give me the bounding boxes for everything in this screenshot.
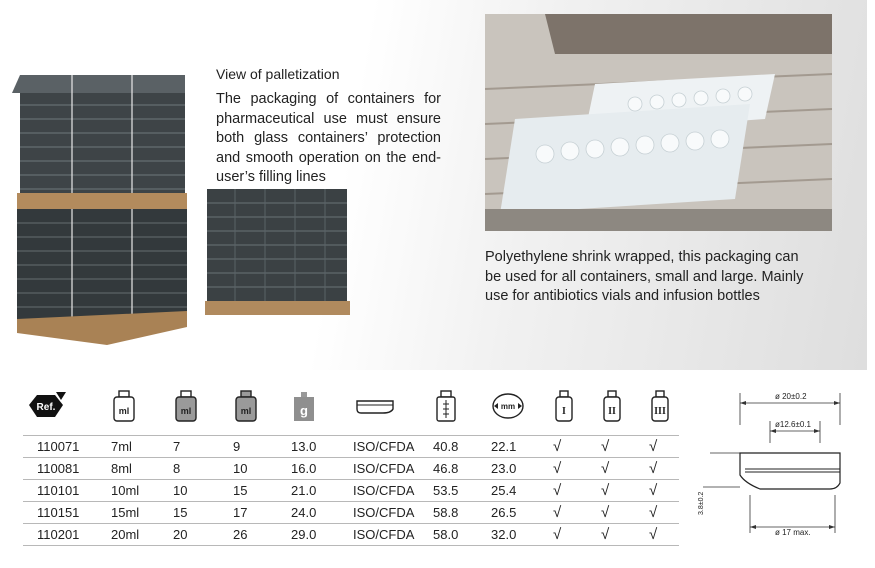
shrink-wrap-description: Polyethylene shrink wrapped, this packaging can be used for all containers, small and large. Mainly use for antibiotics vials and infusion bottles bbox=[485, 249, 804, 304]
diameter-mm-icon bbox=[491, 380, 553, 436]
diameter-cell: 23.0 bbox=[491, 458, 553, 480]
svg-text:Ref.: Ref. bbox=[36, 402, 56, 413]
base-diameter-label: ø 17 max. bbox=[775, 528, 811, 537]
height-cell: 58.8 bbox=[433, 502, 491, 524]
weight-cell: 24.0 bbox=[291, 502, 353, 524]
brimful-cell: 8 bbox=[173, 458, 233, 480]
overflow-cell: 10 bbox=[233, 458, 291, 480]
type-ii-check: √ bbox=[601, 436, 649, 458]
palletization-title: View of palletization bbox=[216, 66, 340, 82]
brimful-cell: 10 bbox=[173, 480, 233, 502]
height-cell: 58.0 bbox=[433, 524, 491, 546]
weight-g-icon bbox=[291, 380, 353, 436]
volume-cell: 20ml bbox=[111, 524, 173, 546]
weight-cell: 29.0 bbox=[291, 524, 353, 546]
height-icon bbox=[433, 380, 491, 436]
single-pallet-image bbox=[205, 185, 350, 320]
diameter-cell: 32.0 bbox=[491, 524, 553, 546]
type-i-check: √ bbox=[553, 524, 601, 546]
height-cell: 53.5 bbox=[433, 480, 491, 502]
product-spec-table bbox=[23, 380, 679, 546]
table-row bbox=[23, 436, 679, 458]
svg-text:III: III bbox=[654, 406, 666, 417]
glass-type-i-icon bbox=[553, 380, 601, 436]
ref-cell: 110081 bbox=[23, 458, 111, 480]
ref-cell: 110201 bbox=[23, 524, 111, 546]
volume-ml-icon bbox=[111, 380, 173, 436]
finish-cell: ISO/CFDA bbox=[353, 458, 433, 480]
table-row bbox=[23, 458, 679, 480]
finish-cell: ISO/CFDA bbox=[353, 436, 433, 458]
type-i-check: √ bbox=[553, 480, 601, 502]
svg-text:ml: ml bbox=[180, 406, 192, 416]
type-iii-check: √ bbox=[649, 480, 679, 502]
brimful-cell: 20 bbox=[173, 524, 233, 546]
height-label: 3.8±0.2 bbox=[698, 491, 705, 515]
svg-text:mm: mm bbox=[500, 402, 516, 411]
type-iii-check: √ bbox=[649, 502, 679, 524]
svg-text:II: II bbox=[608, 406, 616, 417]
type-iii-check: √ bbox=[649, 458, 679, 480]
standard-finish-icon bbox=[353, 380, 433, 436]
brimful-cell: 7 bbox=[173, 436, 233, 458]
stopper-technical-drawing bbox=[695, 383, 870, 543]
glass-type-ii-icon bbox=[601, 380, 649, 436]
overflow-cell: 15 bbox=[233, 480, 291, 502]
brimful-volume-icon bbox=[173, 380, 233, 436]
overflow-cell: 26 bbox=[233, 524, 291, 546]
volume-cell: 8ml bbox=[111, 458, 173, 480]
table-row bbox=[23, 502, 679, 524]
type-i-check: √ bbox=[553, 502, 601, 524]
type-ii-check: √ bbox=[601, 524, 649, 546]
weight-cell: 16.0 bbox=[291, 458, 353, 480]
palletized-stack-image bbox=[12, 75, 187, 345]
volume-cell: 15ml bbox=[111, 502, 173, 524]
type-ii-check: √ bbox=[601, 480, 649, 502]
diameter-cell: 26.5 bbox=[491, 502, 553, 524]
glass-type-iii-icon bbox=[649, 380, 679, 436]
type-ii-check: √ bbox=[601, 502, 649, 524]
finish-cell: ISO/CFDA bbox=[353, 480, 433, 502]
table-row bbox=[23, 524, 679, 546]
svg-text:ml: ml bbox=[118, 406, 130, 416]
height-cell: 40.8 bbox=[433, 436, 491, 458]
type-ii-check: √ bbox=[601, 458, 649, 480]
type-i-check: √ bbox=[553, 436, 601, 458]
diameter-cell: 25.4 bbox=[491, 480, 553, 502]
type-i-check: √ bbox=[553, 458, 601, 480]
brimful-cell: 15 bbox=[173, 502, 233, 524]
weight-cell: 21.0 bbox=[291, 480, 353, 502]
overflow-cell: 17 bbox=[233, 502, 291, 524]
svg-text:ml: ml bbox=[240, 406, 252, 416]
volume-cell: 10ml bbox=[111, 480, 173, 502]
ref-cell: 110101 bbox=[23, 480, 111, 502]
palletization-description: The packaging of containers for pharmaceutical use must ensure both glass containers’ protection and smooth operation on the end-user’s filling lines bbox=[216, 91, 441, 185]
inner-diameter-label: ø12.6±0.1 bbox=[775, 420, 811, 429]
finish-cell: ISO/CFDA bbox=[353, 502, 433, 524]
ref-icon bbox=[23, 380, 111, 436]
type-iii-check: √ bbox=[649, 524, 679, 546]
ref-cell: 110071 bbox=[23, 436, 111, 458]
svg-text:g: g bbox=[300, 403, 308, 418]
weight-cell: 13.0 bbox=[291, 436, 353, 458]
type-iii-check: √ bbox=[649, 436, 679, 458]
shrink-wrap-photo bbox=[485, 14, 832, 231]
overflow-volume-icon bbox=[233, 380, 291, 436]
ref-cell: 110151 bbox=[23, 502, 111, 524]
outer-diameter-label: ø 20±0.2 bbox=[775, 392, 807, 401]
overflow-cell: 9 bbox=[233, 436, 291, 458]
finish-cell: ISO/CFDA bbox=[353, 524, 433, 546]
table-row bbox=[23, 480, 679, 502]
diameter-cell: 22.1 bbox=[491, 436, 553, 458]
svg-text:I: I bbox=[562, 406, 566, 417]
height-cell: 46.8 bbox=[433, 458, 491, 480]
table-header-row bbox=[23, 380, 679, 436]
volume-cell: 7ml bbox=[111, 436, 173, 458]
